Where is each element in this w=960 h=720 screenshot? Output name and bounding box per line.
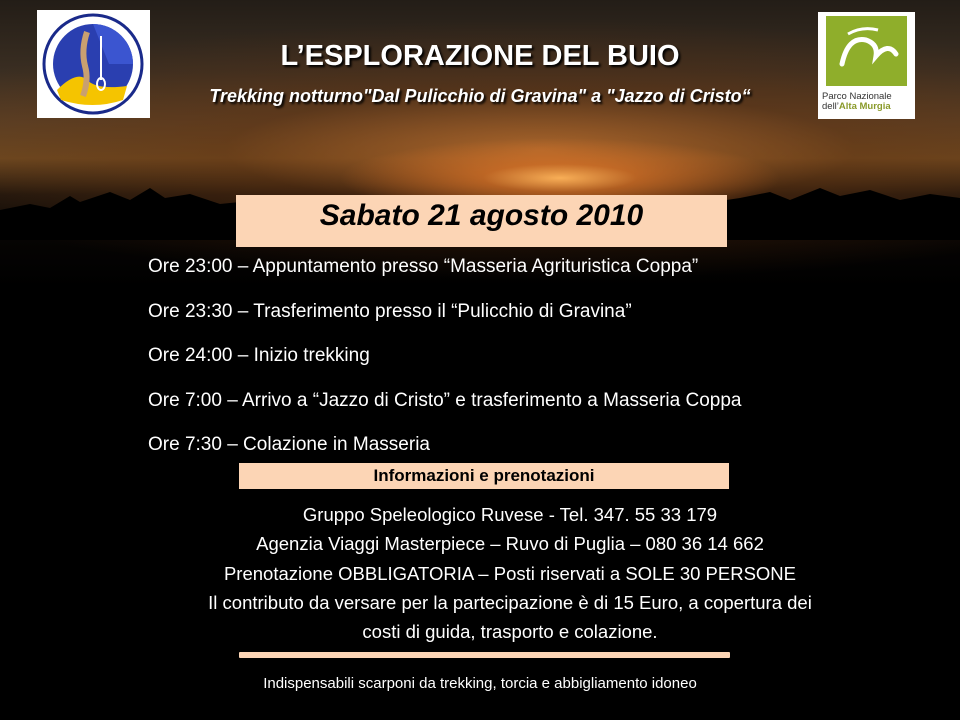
schedule-item: Ore 24:00 – Inizio trekking <box>148 345 370 366</box>
info-heading-banner <box>239 463 729 489</box>
schedule-item: Ore 7:30 – Colazione in Masseria <box>148 434 430 455</box>
contact-line: costi di guida, trasporto e colazione. <box>362 621 658 642</box>
info-heading: Informazioni e prenotazioni <box>373 466 595 485</box>
contact-line: Gruppo Speleologico Ruvese - Tel. 347. 55 33 179 <box>302 504 718 525</box>
schedule-item: Ore 7:00 – Arrivo a “Jazzo di Cristo” e trasferimento a Masseria Coppa <box>148 390 742 411</box>
park-name-line1: Parco Nazionale <box>822 91 892 102</box>
footer-note: Indispensabili scarponi da trekking, torcia e abbigliamento idoneo <box>263 675 697 692</box>
park-name-line2: dell’Alta Murgia <box>822 101 891 112</box>
event-date: Sabato 21 agosto 2010 <box>319 199 644 232</box>
divider-bar <box>239 652 730 658</box>
date-banner <box>236 195 727 247</box>
schedule-item: Ore 23:30 – Trasferimento presso il “Pulicchio di Gravina” <box>148 301 632 322</box>
event-title: L’ESPLORAZIONE DEL BUIO <box>280 40 680 72</box>
alta-murgia-park-logo <box>818 12 915 119</box>
park-name <box>822 92 911 112</box>
schedule-item: Ore 23:00 – Appuntamento presso “Masseria Agrituristica Coppa” <box>148 256 699 277</box>
speleological-group-logo <box>37 10 150 118</box>
event-subtitle: Trekking notturno"Dal Pulicchio di Gravina" a "Jazzo di Cristo“ <box>209 86 751 106</box>
contact-line: Il contributo da versare per la partecipazione è di 15 Euro, a copertura dei <box>208 592 812 613</box>
contact-line: Agenzia Viaggi Masterpiece – Ruvo di Puglia – 080 36 14 662 <box>256 533 764 554</box>
contact-line: Prenotazione OBBLIGATORIA – Posti riservati a SOLE 30 PERSONE <box>223 563 797 584</box>
